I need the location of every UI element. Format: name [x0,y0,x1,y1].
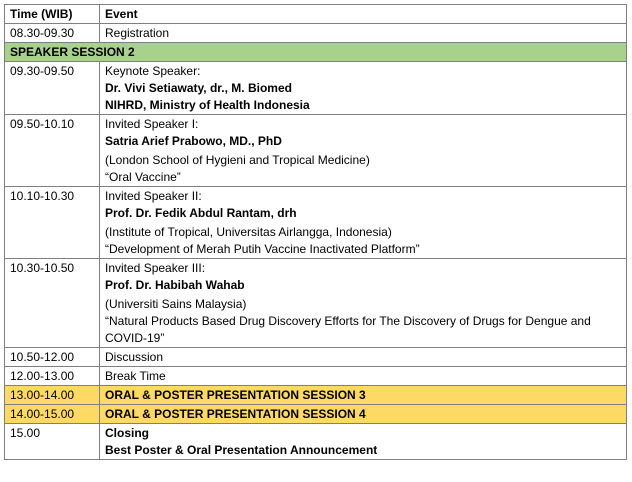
table-row [5,115,627,187]
row-time: 12.00-13.00 [5,367,100,386]
table-row [5,405,627,424]
table-row [5,62,627,115]
speaker-role: Invited Speaker I: [105,117,199,131]
table-row [5,367,627,386]
closing-cell [100,424,627,460]
row-time: 08.30-09.30 [5,24,100,43]
row-time: 10.50-12.00 [5,348,100,367]
speaker-name: Satria Arief Prabowo, MD., PhD [105,134,282,148]
row-event: Closing [105,426,149,440]
section-row [5,43,627,62]
speaker-affiliation: (Universiti Sains Malaysia) [105,297,247,311]
table-row [5,187,627,259]
table-row [5,386,627,405]
speaker-cell [100,115,627,187]
table-row [5,24,627,43]
talk-title: “Development of Merah Putih Vaccine Inactivated Platform” [105,242,420,256]
table-row [5,348,627,367]
speaker-affiliation: NIHRD, Ministry of Health Indonesia [105,98,310,112]
header-row [5,5,627,24]
speaker-affiliation: (Institute of Tropical, Universitas Airlangga, Indonesia) [105,225,392,239]
table-row [5,424,627,460]
row-time: 09.30-09.50 [5,62,100,115]
header-time: Time (WIB) [5,5,100,24]
row-event: Break Time [100,367,627,386]
speaker-role: Invited Speaker III: [105,261,206,275]
row-time: 13.00-14.00 [5,386,100,405]
speaker-name: Dr. Vivi Setiawaty, dr., M. Biomed [105,81,292,95]
speaker-cell [100,187,627,259]
row-event: Registration [100,24,627,43]
speaker-name: Prof. Dr. Fedik Abdul Rantam, drh [105,206,297,220]
talk-title: “Natural Products Based Drug Discovery Efforts for The Discovery of Drugs for Dengue and COVID-19” [105,314,591,345]
talk-title: “Oral Vaccine” [105,170,181,184]
speaker-cell [100,62,627,115]
row-time: 10.10-10.30 [5,187,100,259]
schedule-table [4,4,627,460]
row-event: Discussion [100,348,627,367]
row-event: ORAL & POSTER PRESENTATION SESSION 4 [100,405,627,424]
speaker-affiliation: (London School of Hygieni and Tropical Medicine) [105,153,370,167]
header-event: Event [100,5,627,24]
speaker-role: Keynote Speaker: [105,64,201,78]
speaker-name: Prof. Dr. Habibah Wahab [105,278,245,292]
row-time: 14.00-15.00 [5,405,100,424]
row-time: 10.30-10.50 [5,259,100,348]
section-title: SPEAKER SESSION 2 [5,43,627,62]
row-subevent: Best Poster & Oral Presentation Announcement [105,443,378,457]
table-row [5,259,627,348]
speaker-role: Invited Speaker II: [105,189,202,203]
row-time: 15.00 [5,424,100,460]
row-event: ORAL & POSTER PRESENTATION SESSION 3 [100,386,627,405]
row-time: 09.50-10.10 [5,115,100,187]
speaker-cell [100,259,627,348]
